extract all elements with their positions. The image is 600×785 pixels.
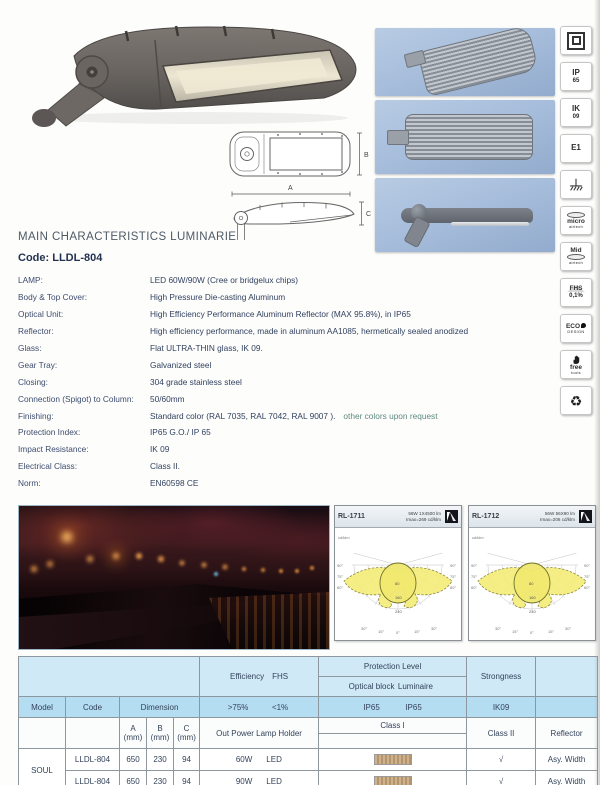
product-photo-top: [375, 100, 555, 174]
diagram-imax: Imax=269 cd/klm: [406, 516, 441, 522]
header-code: Code: [66, 697, 120, 718]
svg-text:90°: 90°: [584, 563, 591, 568]
svg-text:30°: 30°: [565, 626, 572, 631]
svg-text:240: 240: [529, 609, 536, 614]
spec-row: Norm: EN60598 CE: [18, 478, 199, 489]
polar-curve-chart: [469, 528, 595, 640]
svg-text:0°: 0°: [396, 630, 400, 635]
svg-text:160: 160: [529, 595, 536, 600]
cell-classii-tick: √: [467, 771, 536, 785]
diagram-model: RL-1711: [338, 513, 365, 520]
spec-row: LAMP: LED 60W/90W (Cree or bridgelux chips): [18, 275, 299, 286]
free-tools-badge: free tools: [560, 350, 592, 379]
svg-text:60°: 60°: [584, 585, 591, 590]
ip65-badge: IP 65: [560, 62, 592, 91]
header-model: Model: [19, 697, 66, 718]
cell-code: LLDL-804: [66, 749, 120, 771]
spec-row: Finishing: Standard color (RAL 7035, RAL 7042, RAL 9007 ). other colors upon request: [18, 410, 438, 421]
header-class2: Class II: [467, 718, 536, 749]
cell-led-module: [319, 749, 467, 771]
cell-c: 94: [174, 749, 200, 771]
brand-logo-icon: [445, 510, 458, 523]
spec-row: Gear Tray: Galvanized steel: [18, 359, 212, 370]
svg-text:15°: 15°: [512, 629, 519, 634]
cell-b: 230: [147, 749, 174, 771]
svg-text:0°: 0°: [530, 630, 534, 635]
svg-text:75°: 75°: [337, 574, 344, 579]
cell-reflector: Asy. Width: [536, 749, 598, 771]
spec-row: Impact Resistance: IK 09: [18, 444, 170, 455]
hero-product-photo: [8, 14, 374, 128]
streetlight-illustration: [8, 14, 374, 128]
svg-text:15°: 15°: [378, 629, 385, 634]
header-protection-level: Protection Level: [319, 657, 467, 677]
header-dim-b: B (mm): [147, 718, 174, 749]
svg-text:80: 80: [529, 581, 534, 586]
svg-text:90°: 90°: [471, 563, 478, 568]
header-outpower: Out Power Lamp Holder: [200, 718, 319, 749]
svg-text:75°: 75°: [471, 574, 478, 579]
svg-text:30°: 30°: [495, 626, 502, 631]
svg-text:90°: 90°: [450, 563, 457, 568]
spec-row: Closing: 304 grade stainless steel: [18, 376, 242, 387]
header-ik: IK09: [467, 697, 536, 718]
header-optical-luminaire: Optical block Luminaire: [319, 677, 467, 697]
header-dim-c: C (mm): [174, 718, 200, 749]
led-module-image: [374, 754, 412, 765]
header-ip-ratings: IP65 IP65: [319, 697, 467, 718]
application-night-photo: [18, 505, 330, 650]
cell-b: 230: [147, 771, 174, 785]
class-ii-insulation-icon: [560, 26, 592, 55]
spec-row: Electrical Class: Class II.: [18, 461, 180, 472]
mid-airtech-badge: Mid airtech: [560, 242, 592, 271]
table-cell-empty: [536, 657, 598, 697]
photometric-diagram-rl1711: [334, 505, 462, 641]
cell-code: LLDL-804: [66, 771, 120, 785]
spec-list: [18, 272, 582, 492]
cell-power: 60W LED: [200, 749, 319, 771]
dim-label-c: C: [366, 211, 372, 218]
e1-badge: E1: [560, 134, 592, 163]
page-edge-shadow: [594, 0, 600, 785]
svg-text:60°: 60°: [450, 585, 457, 590]
ik09-badge: IK 09: [560, 98, 592, 127]
svg-text:240: 240: [395, 609, 402, 614]
header-efficiency-fhs: Efficiency FHS: [200, 657, 319, 697]
table-cell-empty: [19, 718, 66, 749]
cell-model: SOUL: [19, 749, 66, 785]
header-dim-a: A (mm): [120, 718, 147, 749]
header-thresholds: >75% <1%: [200, 697, 319, 718]
svg-text:90°: 90°: [337, 563, 344, 568]
header-strongness: Strongness: [467, 657, 536, 697]
svg-text:60°: 60°: [337, 585, 344, 590]
photometric-diagram-rl1712: [468, 505, 596, 641]
spec-row: Glass: Flat ULTRA-THIN glass, IK 09.: [18, 343, 263, 353]
eco-design-badge: ECO DESIGN: [560, 314, 592, 343]
spec-row: Body & Top Cover: High Pressure Die-casting Aluminum: [18, 292, 286, 303]
cell-a: 650: [120, 771, 147, 785]
diagram-power: 56W 56X90 lm: [544, 510, 575, 516]
micro-airtech-badge: micro airtech: [560, 206, 592, 235]
spec-row: Reflector: High efficiency performance, made in aluminum AA1085, hermetically sealed anodized: [18, 326, 469, 337]
diagram-power: 56W 1X4500 lm: [408, 510, 441, 516]
svg-text:cd/klm: cd/klm: [472, 535, 484, 540]
table-cell-empty: [536, 697, 598, 718]
cell-a: 650: [120, 749, 147, 771]
product-photo-side: [375, 178, 555, 252]
product-code: Code: LLDL-804: [18, 252, 103, 264]
table-row: [19, 771, 598, 785]
heatsink-top: [405, 114, 533, 160]
dim-label-a: A: [288, 185, 293, 192]
table-cell-empty: [19, 657, 200, 697]
header-class1: Class I: [319, 718, 467, 749]
svg-text:15°: 15°: [548, 629, 555, 634]
dim-label-b: B: [364, 152, 369, 159]
cell-led-module: [319, 771, 467, 785]
header-dimension: Dimension: [120, 697, 200, 718]
spigot-connector: [387, 130, 409, 145]
diagram-imax: Imax=206 cd/klm: [540, 516, 575, 522]
spec-row: Protection Index: IP65 G.O./ IP 65: [18, 427, 211, 438]
table-cell-empty: [66, 718, 120, 749]
heatsink-angled: [417, 28, 539, 96]
header-reflector: Reflector: [536, 718, 598, 749]
table-row: [19, 749, 598, 771]
svg-text:75°: 75°: [450, 574, 457, 579]
product-photo-angled: [375, 28, 555, 96]
cell-classii-tick: √: [467, 749, 536, 771]
fhs-badge: FHS 0,1%: [560, 278, 592, 307]
cell-reflector: Asy. Width: [536, 771, 598, 785]
street-lamps-glow: [19, 506, 21, 508]
svg-text:80: 80: [395, 581, 400, 586]
page-title: MAIN CHARACTERISTICS LUMINARIE: [18, 231, 237, 243]
svg-text:75°: 75°: [584, 574, 591, 579]
spec-row: Optical Unit: High Efficiency Performance Aluminum Reflector (MAX 95.8%), in IP65: [18, 309, 411, 320]
cell-c: 94: [174, 771, 200, 785]
brand-logo-icon: [579, 510, 592, 523]
lens-icon: [567, 212, 585, 218]
dimension-drawings: [220, 128, 375, 246]
led-module-image: [374, 776, 412, 785]
svg-text:15°: 15°: [414, 629, 421, 634]
cell-power: 90W LED: [200, 771, 319, 785]
diagram-model: RL-1712: [472, 513, 500, 520]
svg-text:160: 160: [395, 595, 402, 600]
svg-text:60°: 60°: [471, 585, 478, 590]
product-table: [18, 656, 597, 785]
svg-text:30°: 30°: [361, 626, 368, 631]
recycle-icon: ♻: [569, 392, 583, 409]
svg-text:cd/klm: cd/klm: [338, 535, 350, 540]
spec-row: Connection (Spigot) to Column: 50/60mm: [18, 393, 185, 404]
svg-text:30°: 30°: [431, 626, 438, 631]
earth-ground-icon: [560, 170, 592, 199]
polar-curve-chart: [335, 528, 461, 640]
